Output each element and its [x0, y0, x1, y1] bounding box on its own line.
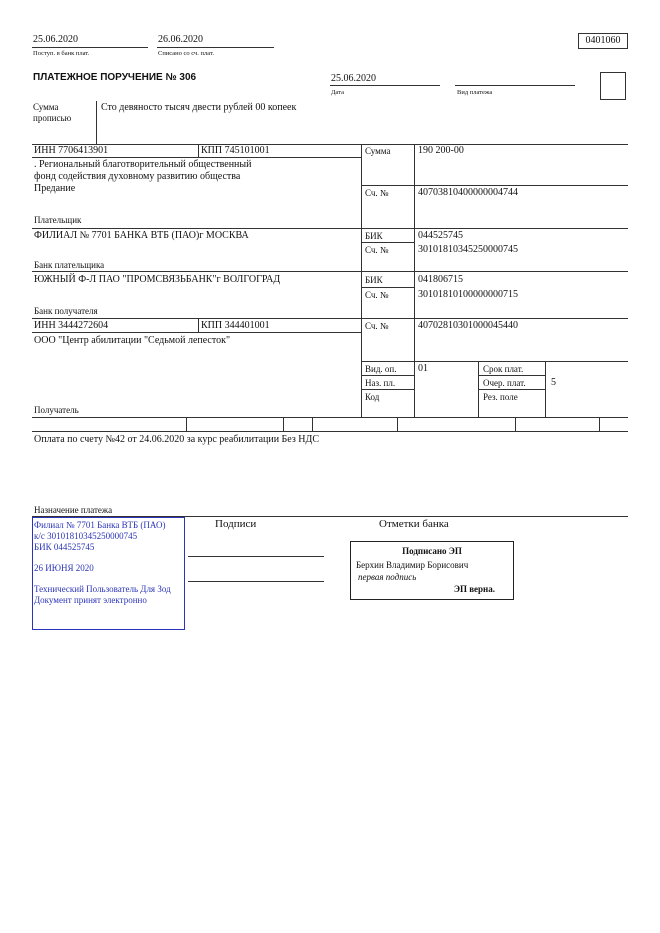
payee-bank-name: ЮЖНЫЙ Ф-Л ПАО "ПРОМСВЯЗЬБАНК"г ВОЛГОГРАД: [34, 274, 281, 285]
payee-account: 40702810301000045440: [418, 320, 518, 331]
sum-label: Сумма: [365, 146, 391, 156]
payee-bik: 041806715: [418, 274, 463, 285]
payee-corr-label: Сч. №: [365, 290, 389, 300]
payer-kpp: КПП 745101001: [201, 145, 270, 156]
vid-op-label: Вид. оп.: [365, 364, 397, 374]
payee-label: Получатель: [34, 405, 79, 415]
payment-type-label: Вид платежа: [457, 89, 493, 96]
ep-stamp-signer: Берхин Владимир Борисович: [356, 560, 469, 570]
rez-pole-label: Рез. поле: [483, 392, 518, 402]
bank-stamp-status: Документ принят электронно: [34, 595, 147, 605]
payer-bank-label: Банк плательщика: [34, 260, 105, 270]
document-date: 25.06.2020: [331, 73, 376, 84]
form-code: 0401060: [578, 33, 628, 49]
date-label: Дата: [331, 89, 344, 96]
ep-stamp: [350, 541, 514, 600]
bank-stamp-date: 26 ИЮНЯ 2020: [34, 563, 94, 573]
srok-plat-label: Срок плат.: [483, 364, 524, 374]
ocher-plat-value: 5: [551, 377, 556, 388]
bank-stamp-line3: БИК 044525745: [34, 542, 95, 552]
debited-date: 26.06.2020: [158, 34, 203, 45]
bank-stamp: [32, 517, 185, 630]
payer-label: Плательщик: [34, 215, 82, 225]
payee-inn: ИНН 3444272604: [34, 320, 109, 331]
purpose-text: Оплата по счету №42 от 24.06.2020 за курс реабилитации Без НДС: [34, 434, 320, 445]
payer-bik-label: БИК: [365, 231, 383, 241]
payer-bik: 044525745: [418, 230, 463, 241]
payer-corr-label: Сч. №: [365, 245, 389, 255]
ep-stamp-verified: ЭП верна.: [453, 584, 495, 594]
payee-account-label: Сч. №: [365, 321, 389, 331]
naz-pl-label: Наз. пл.: [365, 378, 396, 388]
purpose-label: Назначение платежа: [34, 505, 113, 515]
amount: 190 200-00: [418, 145, 464, 156]
payee-kpp: КПП 344401001: [201, 320, 270, 331]
page-title: ПЛАТЕЖНОЕ ПОРУЧЕНИЕ № 306: [33, 72, 197, 83]
debited-label: Списано со сч. плат.: [158, 50, 214, 57]
received-date: 25.06.2020: [33, 34, 78, 45]
ep-stamp-sign-type: первая подпись: [358, 572, 417, 582]
payee-name: ООО "Центр абилитации "Седьмой лепесток": [34, 335, 231, 346]
kod-label: Код: [365, 392, 380, 402]
amount-words-label: Сумма прописью: [33, 102, 72, 123]
ocher-plat-label: Очер. плат.: [483, 378, 526, 388]
payer-corr-account: 30101810345250000745: [418, 244, 518, 255]
payee-corr-account: 30101810100000000715: [418, 289, 518, 300]
bank-stamp-line2: к/с 30101810345250000745: [34, 531, 138, 541]
ep-stamp-title: Подписано ЭП: [402, 546, 462, 556]
payee-bank-label: Банк получателя: [34, 306, 98, 316]
signatures-label: Подписи: [215, 518, 257, 530]
payer-bank-name: ФИЛИАЛ № 7701 БАНКА ВТБ (ПАО)г МОСКВА: [34, 230, 249, 241]
bank-stamp-line1: Филиал № 7701 Банка ВТБ (ПАО): [34, 520, 166, 530]
payer-account-label: Сч. №: [365, 188, 389, 198]
received-label: Поступ. в банк плат.: [33, 50, 90, 57]
checkbox-box: [600, 72, 626, 100]
payer-account: 40703810400000004744: [418, 187, 518, 198]
payer-inn: ИНН 7706413901: [34, 145, 109, 156]
payer-name: . Региональный благотворительный общественный фонд содействия духовному развитию общества Предание: [34, 159, 252, 194]
bank-stamp-user: Технический Пользователь Для Зод: [34, 584, 171, 594]
bank-marks-label: Отметки банка: [379, 518, 449, 530]
vid-op-value: 01: [418, 363, 428, 374]
amount-words: Сто девяносто тысяч двести рублей 00 копеек: [101, 102, 297, 113]
payee-bik-label: БИК: [365, 275, 383, 285]
